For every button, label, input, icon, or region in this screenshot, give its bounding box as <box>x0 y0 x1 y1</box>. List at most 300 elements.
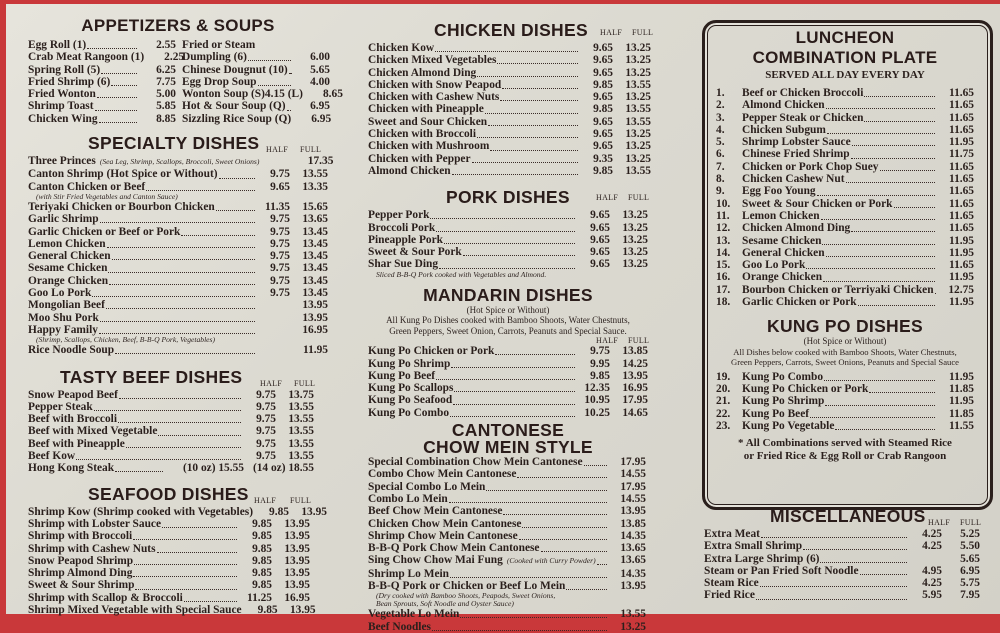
item-price: 11.95 <box>936 395 974 407</box>
full-price: 13.55 <box>613 165 651 177</box>
item-name: B-B-Q Pork or Chicken or Beef Lo Mein <box>368 580 565 592</box>
menu-item <box>368 345 648 357</box>
half-price: 4.25 <box>908 528 942 540</box>
item-name: Chicken Wing <box>28 113 98 125</box>
menu-item <box>28 76 176 88</box>
half-price: 9.85 <box>238 555 272 567</box>
item-note: (Sea Leg, Shrimp, Scallops, Broccoli, Sweet Onions) <box>100 156 260 168</box>
full-price: 11.95 <box>290 344 328 356</box>
item-number: 10. <box>716 198 742 210</box>
full-price: 13.25 <box>613 54 651 66</box>
menu-item <box>28 100 176 112</box>
dot-leader <box>181 234 255 236</box>
full-price: 14.65 <box>610 407 648 419</box>
item-name: Beef with Mixed Vegetable <box>28 425 157 437</box>
item-name: Orange Chicken <box>742 271 822 283</box>
item-price: 13.95 <box>608 580 646 592</box>
menu-item <box>716 161 974 173</box>
dot-leader <box>216 209 255 211</box>
cantonese-list <box>368 456 646 633</box>
menu-item <box>28 389 314 401</box>
half-price: 9.75 <box>242 401 276 413</box>
item-price: 4.00 <box>292 76 330 88</box>
item-name: Shrimp Toast <box>28 100 94 112</box>
dot-leader <box>287 109 291 111</box>
item-name: Sesame Chicken <box>28 262 107 274</box>
menu-item <box>704 553 980 565</box>
dot-leader <box>869 391 935 393</box>
item-name: Chicken with Cashew Nuts <box>368 91 499 103</box>
dot-leader <box>821 218 935 220</box>
dot-leader <box>500 99 578 101</box>
chicken-heading: CHICKEN DISHES <box>434 20 588 40</box>
beef-heading: TASTY BEEF DISHES <box>60 367 242 387</box>
item-price: 11.85 <box>936 408 974 420</box>
item-price: 11.65 <box>936 198 974 210</box>
seafood-list <box>28 506 310 617</box>
item-name: Pepper Steak <box>28 401 93 413</box>
seafood-heading: SEAFOOD DISHES <box>88 484 249 504</box>
kungpo-footnote-2: or Fried Rice & Egg Roll or Crab Rangoon <box>716 450 974 463</box>
item-number: 3. <box>716 112 742 124</box>
menu-item <box>368 234 648 246</box>
menu-item <box>368 554 646 567</box>
item-name: Chicken with Pepper <box>368 153 471 165</box>
item-number: 17. <box>716 284 742 296</box>
full-price: 13.75 <box>276 389 314 401</box>
dot-leader <box>134 563 237 565</box>
dot-leader <box>502 87 578 89</box>
full-price: 13.55 <box>290 168 328 180</box>
dot-leader <box>157 551 237 553</box>
item-price: 2.25 <box>146 51 184 63</box>
item-name: Fried Rice <box>704 589 755 601</box>
dot-leader <box>162 526 237 528</box>
full-price: 13.45 <box>290 287 328 299</box>
dot-leader <box>248 59 291 61</box>
full-label: FULL <box>960 518 981 527</box>
menu-item <box>182 88 330 100</box>
item-number: 12. <box>716 222 742 234</box>
item-name: Shar Sue Ding <box>368 258 438 270</box>
item-number: 13. <box>716 235 742 247</box>
half-label: HALF <box>260 379 282 388</box>
item-name: Wonton Soup (S)4.15 (L) <box>182 88 303 100</box>
item-price: 11.75 <box>936 148 974 160</box>
full-price: 5.65 <box>942 553 980 565</box>
item-name: Snow Peapod Beef <box>28 389 118 401</box>
menu-item <box>28 238 328 250</box>
menu-item <box>368 621 646 633</box>
dot-leader <box>495 353 575 355</box>
full-price: 16.95 <box>272 592 310 604</box>
item-name: Kung Po Beef <box>368 370 435 382</box>
menu-item <box>368 530 646 542</box>
item-name: Bourbon Chicken or Terriyaki Chicken <box>742 284 934 296</box>
item-name: Beef Kow <box>28 450 75 462</box>
dot-leader <box>756 598 907 600</box>
menu-item <box>28 344 328 356</box>
item-name: Teriyaki Chicken or Bourbon Chicken <box>28 201 215 213</box>
menu-item <box>368 103 651 115</box>
misc-section <box>704 506 980 602</box>
item-number: 23. <box>716 420 742 432</box>
menu-item <box>28 592 310 604</box>
kungpo-footnote-1: * All Combinations served with Steamed Rice <box>716 437 974 450</box>
dot-leader <box>289 72 291 74</box>
item-name: Shrimp Lobster Sauce <box>742 136 851 148</box>
dot-leader <box>864 95 935 97</box>
half-price: 9.35 <box>579 153 613 165</box>
mandarin-heading: MANDARIN DISHES <box>368 285 648 305</box>
specialty-heading: SPECIALTY DISHES <box>88 133 259 153</box>
item-name: Almond Chicken <box>742 99 825 111</box>
dot-leader <box>760 585 907 587</box>
item-name: Beef Chow Mein Cantonese <box>368 505 502 517</box>
item-name: Egg Drop Soup <box>182 76 257 88</box>
item-name: Sweet & Sour Chicken or Pork <box>742 198 893 210</box>
item-name: Kung Po Shrimp <box>742 395 824 407</box>
item-price: 14.35 <box>608 530 646 542</box>
half-label: HALF <box>928 518 950 527</box>
luncheon-section <box>716 28 974 463</box>
item-name: Sweet & Sour Pork <box>368 246 462 258</box>
full-label: FULL <box>290 496 311 505</box>
dot-leader <box>806 267 935 269</box>
menu-item <box>368 128 651 140</box>
menu-item <box>716 271 974 283</box>
dot-leader <box>810 416 935 418</box>
full-price: 13.55 <box>613 79 651 91</box>
item-price: 11.95 <box>936 247 974 259</box>
mandarin-labels <box>368 336 653 345</box>
dot-leader <box>851 230 935 232</box>
menu-item <box>368 165 651 177</box>
half-price: 9.85 <box>238 530 272 542</box>
item-number: 9. <box>716 185 742 197</box>
menu-item <box>368 542 646 554</box>
dot-leader <box>846 181 935 183</box>
misc-list <box>704 528 980 602</box>
item-name: Garlic Chicken or Pork <box>742 296 857 308</box>
half-price: 4.25 <box>908 540 942 552</box>
menu-item <box>182 100 330 112</box>
full-price: 13.25 <box>613 153 651 165</box>
dot-leader <box>435 50 578 52</box>
dot-leader <box>92 295 255 297</box>
menu-item <box>28 113 176 125</box>
menu-item <box>368 370 648 382</box>
item-name: Spring Roll (5) <box>28 64 100 76</box>
menu-item <box>368 258 648 270</box>
item-price: 13.85 <box>608 518 646 530</box>
dot-leader <box>823 280 935 282</box>
dot-leader <box>827 132 935 134</box>
half-price: 9.75 <box>256 238 290 250</box>
dot-leader <box>108 271 255 273</box>
beef-header <box>28 367 328 389</box>
item-name: Goo Lo Pork <box>742 259 805 271</box>
item-price: 11.95 <box>936 235 974 247</box>
item-name: Shrimp Mixed Vegetable with Special Sauce <box>28 604 242 616</box>
item-price: 11.65 <box>936 210 974 222</box>
full-price: 13.95 <box>289 506 327 518</box>
menu-item <box>368 209 648 221</box>
kungpo-heading: KUNG PO DISHES <box>716 316 974 336</box>
menu-item <box>28 39 176 51</box>
item-name: Kung Po Chicken or Pork <box>368 345 494 357</box>
item-price: 12.75 <box>936 284 974 296</box>
half-price: 9.75 <box>256 262 290 274</box>
menu-item <box>28 226 328 238</box>
half-price: 10.25 <box>576 407 610 419</box>
item-number: 7. <box>716 161 742 173</box>
item-price: 6.95 <box>293 113 331 125</box>
item-name: Beef or Chicken Broccoli <box>742 87 863 99</box>
full-price: 13.25 <box>610 258 648 270</box>
menu-item <box>28 450 314 462</box>
appetizers-left <box>28 39 176 125</box>
item-price: 8.65 <box>305 88 343 100</box>
item-price: 14.35 <box>608 568 646 580</box>
item-name: Crab Meat Rangoon (1) <box>28 51 144 63</box>
item-name: Fried Shrimp (6) <box>28 76 110 88</box>
menu-item <box>28 201 328 213</box>
dot-leader <box>106 307 255 309</box>
item-number: 16. <box>716 271 742 283</box>
dot-leader <box>822 243 935 245</box>
beef-list <box>28 389 314 475</box>
dot-leader <box>851 157 935 159</box>
full-price: 15.65 <box>290 201 328 213</box>
dot-leader <box>880 169 936 171</box>
item-name: Lemon Chicken <box>28 238 106 250</box>
dot-leader <box>133 575 237 577</box>
item-name: Shrimp with Scallop & Broccoli <box>28 592 183 604</box>
dot-leader <box>99 332 255 334</box>
item-name: Garlic Chicken or Beef or Pork <box>28 226 180 238</box>
dot-leader <box>477 136 578 138</box>
full-price: 6.95 <box>942 565 980 577</box>
item-name: Mongolian Beef <box>28 299 105 311</box>
menu-item <box>704 528 980 540</box>
full-price: 13.25 <box>613 128 651 140</box>
item-name: Canton Chicken or Beef <box>28 181 145 193</box>
item-price: 11.55 <box>936 420 974 432</box>
half-price: 9.85 <box>579 79 613 91</box>
half-label: HALF <box>266 145 288 154</box>
menu-item <box>368 493 646 505</box>
cantonese-heading-2: CHOW MEIN STYLE <box>368 439 648 456</box>
dot-leader <box>452 173 578 175</box>
item-name: Chicken Mixed Vegetables <box>368 54 496 66</box>
dot-leader <box>118 421 241 423</box>
dot-leader <box>111 84 137 86</box>
full-label: FULL <box>294 379 315 388</box>
item-name: Chicken with Mushroom <box>368 140 489 152</box>
full-price: 13.95 <box>272 530 310 542</box>
dot-leader <box>109 283 255 285</box>
dot-leader <box>258 84 292 86</box>
half-label: HALF <box>254 496 276 505</box>
menu-item <box>704 540 980 552</box>
item-number: 5. <box>716 136 742 148</box>
item-name: Chicken Almond Ding <box>742 222 850 234</box>
seafood-header <box>28 484 328 506</box>
item-name: Kung Po Scallops <box>368 382 453 394</box>
full-label: FULL <box>300 145 321 154</box>
dot-leader <box>146 189 255 191</box>
menu-item <box>716 296 974 308</box>
item-name: Kung Po Beef <box>742 408 809 420</box>
dot-leader <box>490 149 578 151</box>
full-label: FULL <box>628 336 649 345</box>
full-price: 13.95 <box>272 579 310 591</box>
dot-leader <box>453 403 575 405</box>
menu-item <box>716 420 974 432</box>
half-label: HALF <box>600 28 622 37</box>
item-price: 13.65 <box>608 554 646 566</box>
item-name: Chinese Dougnut (10) <box>182 64 288 76</box>
full-price: 13.95 <box>290 312 328 324</box>
dot-leader <box>541 550 608 552</box>
full-price: 13.55 <box>613 116 651 128</box>
dot-leader <box>488 124 578 126</box>
item-name: Hot & Sour Soup (Q) <box>182 100 286 112</box>
half-price: 9.85 <box>244 604 278 616</box>
item-name: Special Combination Chow Mein Cantonese <box>368 456 583 468</box>
menu-item <box>28 413 314 425</box>
item-name: General Chicken <box>28 250 111 262</box>
item-subnote: (Dry cooked with Bamboo Shoots, Peapods, Sweet Onions, <box>368 592 646 600</box>
menu-item <box>716 173 974 185</box>
item-name: Goo Lo Pork <box>28 287 91 299</box>
dot-leader <box>864 120 935 122</box>
item-name: Sweet & Sour Shrimp <box>28 579 134 591</box>
dot-leader <box>107 246 255 248</box>
menu-item <box>28 462 314 474</box>
dot-leader <box>803 548 907 550</box>
half-price: 9.65 <box>256 181 290 193</box>
half-price: 9.75 <box>242 438 276 450</box>
menu-item <box>368 518 646 530</box>
appetizers-section <box>28 39 328 125</box>
half-price: 9.75 <box>242 450 276 462</box>
item-number: 19. <box>716 371 742 383</box>
item-price: 17.95 <box>608 456 646 468</box>
dot-leader <box>463 254 575 256</box>
item-name: Beef with Pineapple <box>28 438 125 450</box>
item-name: Extra Meat <box>704 528 760 540</box>
dot-leader <box>439 267 575 269</box>
half-price: 9.65 <box>579 128 613 140</box>
menu-item <box>182 51 330 63</box>
menu-item <box>368 608 646 620</box>
dot-leader <box>454 390 575 392</box>
item-name: Beef with Broccoli <box>28 413 117 425</box>
item-price: 13.95 <box>608 505 646 517</box>
half-price: 9.75 <box>256 275 290 287</box>
menu-item <box>28 213 328 225</box>
full-label: FULL <box>628 193 649 202</box>
dot-leader <box>135 588 237 590</box>
item-number: 21. <box>716 395 742 407</box>
dot-leader <box>119 397 241 399</box>
menu-item <box>368 456 646 468</box>
item-number: 11. <box>716 210 742 222</box>
half-price: 9.75 <box>256 168 290 180</box>
menu-item <box>28 604 310 616</box>
half-price: 9.85 <box>255 506 289 518</box>
item-number: 15. <box>716 259 742 271</box>
item-name: Kung Po Combo <box>368 407 449 419</box>
item-price: 14.55 <box>608 493 646 505</box>
dot-leader <box>485 112 578 114</box>
half-label: HALF <box>596 193 618 202</box>
full-price: 17.95 <box>610 394 648 406</box>
half-price: 4.25 <box>908 577 942 589</box>
item-price: 11.65 <box>936 185 974 197</box>
item-name: Shrimp with Cashew Nuts <box>28 543 156 555</box>
dot-leader <box>450 415 575 417</box>
item-price: 8.85 <box>138 113 176 125</box>
half-price: 5.95 <box>908 589 942 601</box>
menu-item <box>182 76 330 88</box>
item-number: 4. <box>716 124 742 136</box>
full-price: 16.95 <box>610 382 648 394</box>
mandarin-desc-2: Green Peppers, Sweet Onion, Carrots, Peanuts and Special Sauce. <box>368 326 648 337</box>
item-price: 13.55 <box>608 608 646 620</box>
pork-list <box>368 209 648 270</box>
appetizers-heading: APPETIZERS & SOUPS <box>28 16 328 36</box>
item-name: B-B-Q Pork Chow Mein Cantonese <box>368 542 540 554</box>
item-price: 5.85 <box>138 100 176 112</box>
dot-leader <box>76 458 241 460</box>
item-name: Chicken Chow Mein Cantonese <box>368 518 521 530</box>
item-price: 14.55 <box>608 468 646 480</box>
item-name: Sing Chow Chow Mai Fung <box>368 554 503 566</box>
full-price: 14.25 <box>610 358 648 370</box>
menu-item <box>368 407 648 419</box>
half-price: 12.35 <box>576 382 610 394</box>
full-price: 13.25 <box>613 42 651 54</box>
item-price: 11.65 <box>936 173 974 185</box>
item-name: Chicken Kow <box>368 42 434 54</box>
full-price: 5.25 <box>942 528 980 540</box>
dot-leader <box>112 258 255 260</box>
menu-item <box>716 210 974 222</box>
menu-item <box>28 155 328 168</box>
menu-item <box>28 530 310 542</box>
item-name: Orange Chicken <box>28 275 108 287</box>
item-name: Shrimp Kow (Shrimp cooked with Vegetables) <box>28 506 253 518</box>
half-price: 9.75 <box>242 425 276 437</box>
full-price: 13.55 <box>276 401 314 413</box>
menu-item <box>28 506 310 518</box>
dot-leader <box>566 588 607 590</box>
pork-header <box>368 187 653 209</box>
menu-item <box>28 567 310 579</box>
menu-item <box>368 394 648 406</box>
menu-item <box>368 54 651 66</box>
menu-item <box>368 79 651 91</box>
item-name: Kung Po Combo <box>742 371 823 383</box>
menu-item <box>28 401 314 413</box>
half-price: 9.65 <box>579 42 613 54</box>
half-price: 9.85 <box>238 567 272 579</box>
menu-item <box>704 565 980 577</box>
item-name: Fried or Steam <box>182 39 255 51</box>
